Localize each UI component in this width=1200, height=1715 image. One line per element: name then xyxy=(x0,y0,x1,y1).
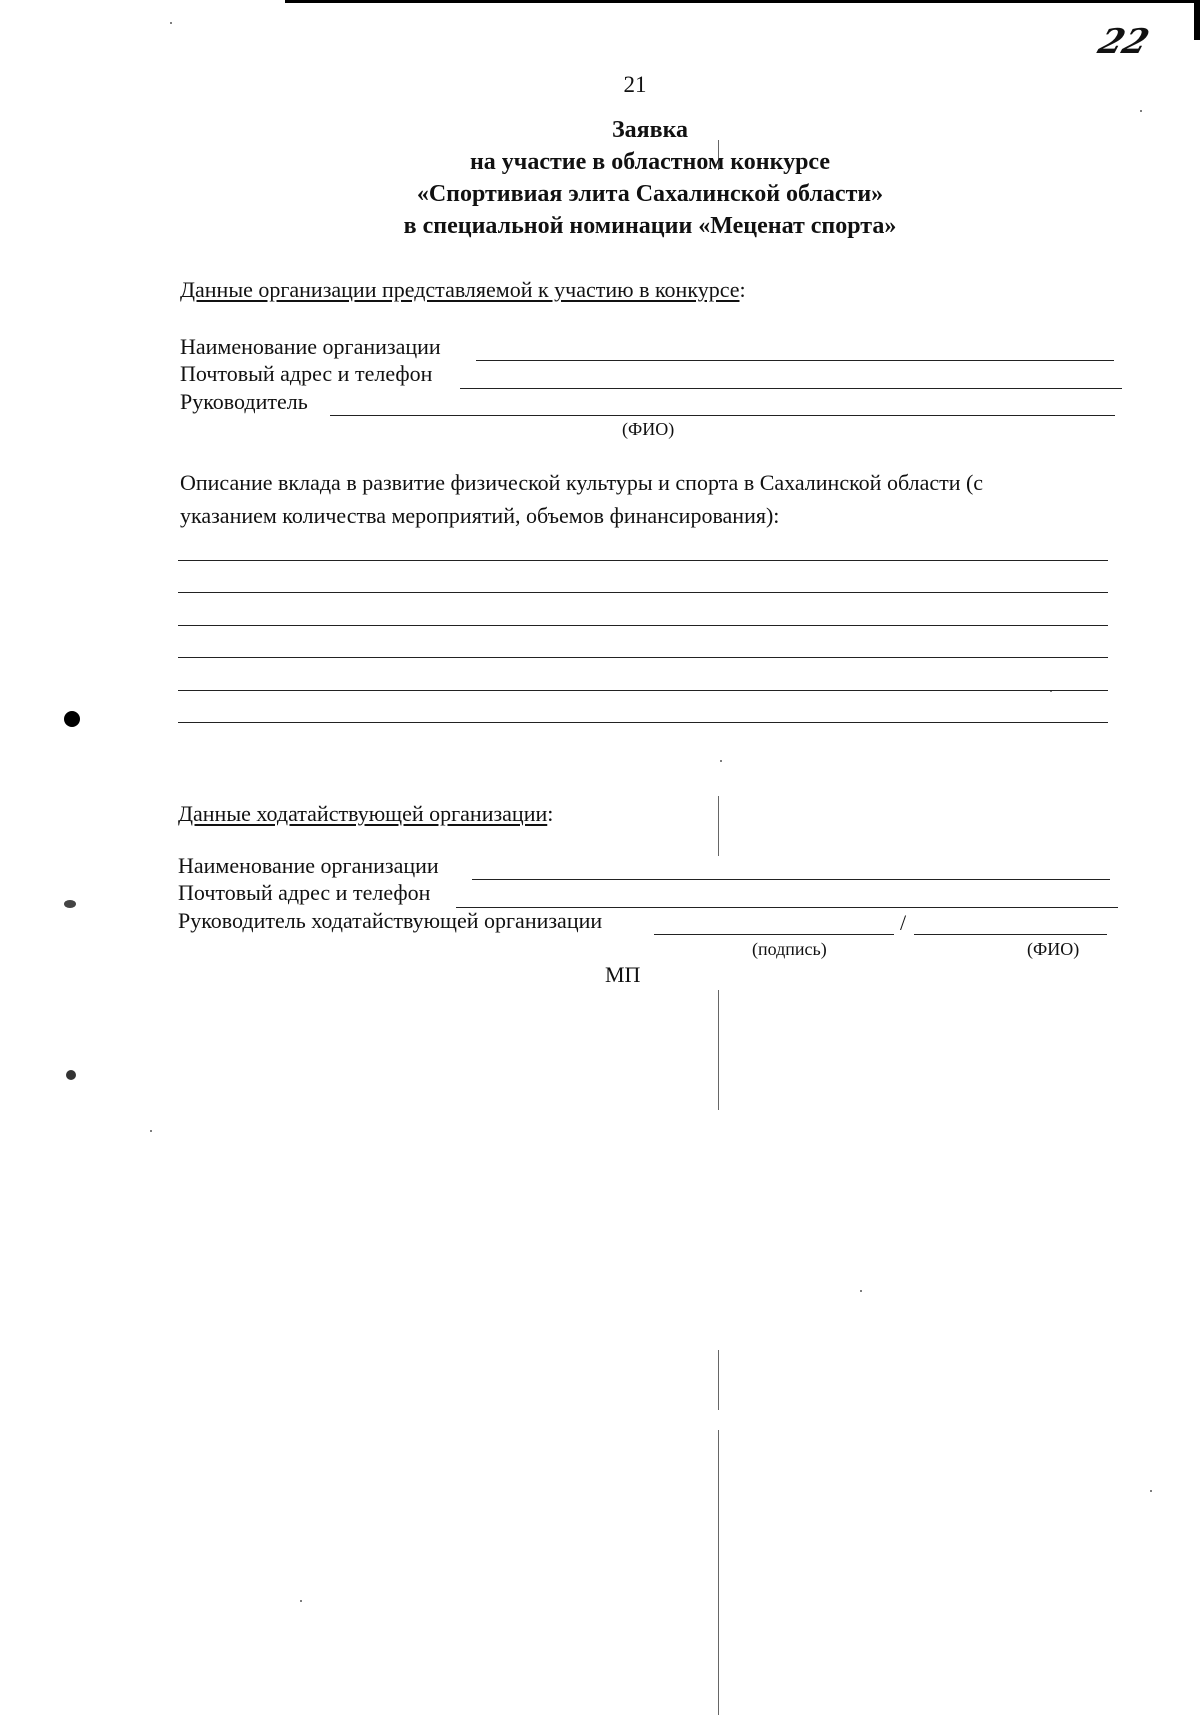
scan-speck xyxy=(150,1130,152,1132)
fio-caption: (ФИО) xyxy=(622,419,675,439)
scan-fold-line xyxy=(718,796,719,856)
scan-speck xyxy=(170,22,172,24)
petitioner-fio-field[interactable] xyxy=(914,934,1107,935)
title-line-4: в специальной номинации «Меценат спорта» xyxy=(403,213,897,239)
head-name-field[interactable] xyxy=(330,415,1115,416)
petitioner-address-label: Почтовый адрес и телефон xyxy=(178,880,431,905)
scan-speck xyxy=(300,1600,302,1602)
petitioner-org-name-field[interactable] xyxy=(472,879,1110,880)
description-field-line[interactable] xyxy=(178,722,1108,723)
scan-speck xyxy=(1150,1490,1152,1492)
title-line-2: на участие в областном конкурсе xyxy=(469,149,831,175)
scan-speck xyxy=(1140,110,1142,112)
scan-blot xyxy=(66,1070,76,1080)
title-line-1: Заявка xyxy=(611,117,689,143)
scan-fold-line xyxy=(718,1350,719,1410)
section1-heading xyxy=(180,277,746,303)
title-line-3: «Спортивиая элита Сахалинской области» xyxy=(416,181,884,207)
org-name-label: Наименование организации xyxy=(180,334,441,359)
description-field-line[interactable] xyxy=(178,657,1108,658)
head-label: Руководитель xyxy=(180,389,308,414)
scan-speck xyxy=(860,1290,862,1292)
scan-edge-mark xyxy=(1194,0,1200,40)
section1-heading-colon: : xyxy=(739,277,746,302)
description-line-2: указанием количества мероприятий, объемов финансирования): xyxy=(180,503,780,528)
description-field-line[interactable] xyxy=(178,592,1108,593)
section1-heading-text: Данные организации представляемой к участию в конкурсе xyxy=(180,277,740,302)
scan-fold-line xyxy=(718,1430,719,1715)
handwritten-sheet-number: 22 xyxy=(1093,22,1154,62)
scan-speck xyxy=(720,760,722,762)
section2-heading xyxy=(178,801,553,827)
petitioner-head-label: Руководитель ходатайствующей организации xyxy=(178,908,603,933)
scan-blot xyxy=(64,900,76,908)
petitioner-org-name-label: Наименование организации xyxy=(178,853,439,878)
petitioner-fio-caption: (ФИО) xyxy=(1027,939,1080,959)
scan-fold-line xyxy=(718,990,719,1110)
scan-edge-line xyxy=(285,0,1200,3)
description-field-line[interactable] xyxy=(178,625,1108,626)
section2-heading-colon: : xyxy=(547,801,554,826)
stamp-place-label: МП xyxy=(605,962,641,987)
form-title xyxy=(0,114,1200,242)
signature-caption: (подпись) xyxy=(752,939,827,959)
hole-punch-blot xyxy=(64,711,80,727)
description-field-line[interactable] xyxy=(178,560,1108,561)
description-line-1: Описание вклада в развитие физической культуры и спорта в Сахалинской области (с xyxy=(180,470,984,495)
org-name-field[interactable] xyxy=(476,360,1114,361)
address-label: Почтовый адрес и телефон xyxy=(180,361,433,386)
signature-field[interactable] xyxy=(654,934,894,935)
signature-separator: / xyxy=(900,910,907,935)
section2-heading-text: Данные ходатайствующей организации xyxy=(178,801,548,826)
address-field[interactable] xyxy=(460,388,1122,389)
description-field-line[interactable] xyxy=(178,690,1108,691)
page-number: 21 xyxy=(623,72,647,97)
